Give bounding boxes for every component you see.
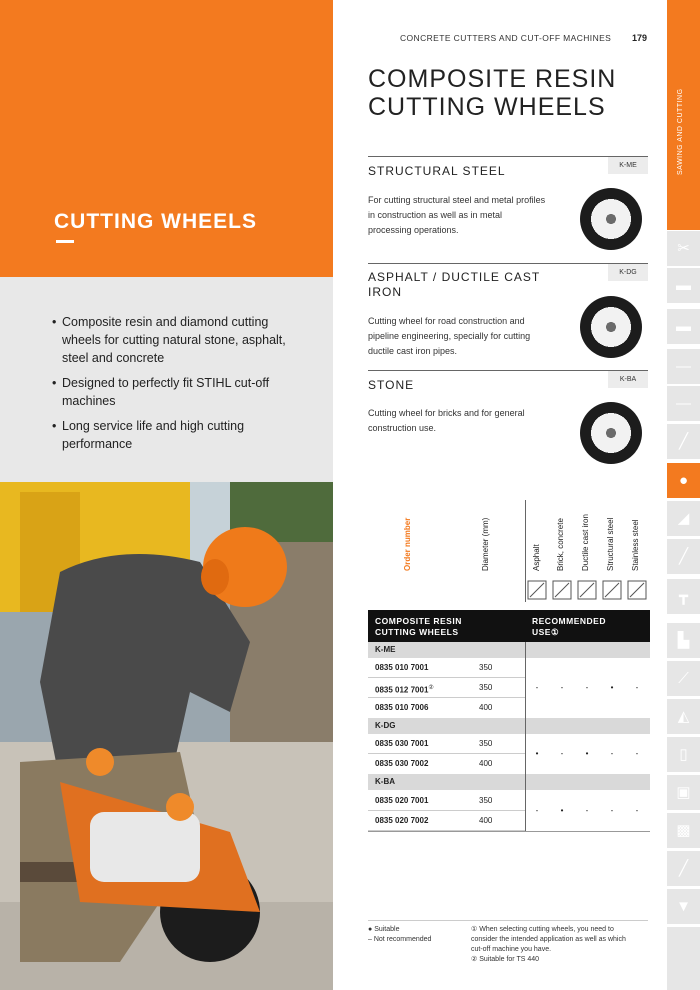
section-title-line1: ASPHALT / DUCTILE CAST bbox=[368, 270, 541, 284]
product-section-asphalt bbox=[368, 263, 648, 371]
table-row: 0835 010 7006 400 bbox=[375, 703, 493, 712]
worker-photo bbox=[0, 482, 333, 990]
brushcutter-icon[interactable]: ╱ bbox=[667, 538, 700, 574]
footnotes bbox=[471, 925, 631, 965]
table-bottom-rule bbox=[368, 831, 650, 832]
worker-photo-illustration bbox=[0, 482, 333, 990]
application-icons bbox=[525, 580, 650, 602]
use-mark: - bbox=[585, 806, 589, 815]
footer-divider bbox=[368, 920, 648, 921]
divider bbox=[368, 370, 648, 371]
footnote-2: ② Suitable for TS 440 bbox=[471, 956, 540, 963]
use-mark: - bbox=[585, 683, 589, 692]
heading-underline bbox=[56, 240, 74, 243]
section-heading: CUTTING WHEELS bbox=[54, 210, 257, 233]
legend-not-recommended: – Not recommended bbox=[368, 936, 432, 943]
cutting-wheel-image bbox=[580, 188, 642, 250]
chapter-sidebar bbox=[667, 0, 700, 990]
section-title-line2: IRON bbox=[368, 285, 402, 299]
use-mark: - bbox=[635, 806, 639, 815]
pruner-icon[interactable]: ╱ bbox=[667, 423, 700, 459]
auger-icon[interactable]: ┳ bbox=[667, 578, 700, 614]
pole-saw-icon[interactable]: — bbox=[667, 348, 700, 384]
chapter-tab[interactable] bbox=[667, 0, 700, 230]
use-mark: - bbox=[560, 749, 564, 758]
group-row: K-ME bbox=[368, 642, 650, 658]
fuel-icon[interactable]: ▩ bbox=[667, 812, 700, 848]
use-mark: - bbox=[535, 806, 539, 815]
table-row: 0835 030 7001 350 bbox=[368, 734, 525, 754]
mower-icon[interactable]: ◢ bbox=[667, 500, 700, 536]
phone-icon[interactable]: ▯ bbox=[667, 736, 700, 772]
section-title bbox=[368, 270, 540, 300]
use-mark: • bbox=[560, 806, 564, 815]
feature-panel bbox=[0, 277, 333, 482]
table-header: COMPOSITE RESIN CUTTING WHEELS RECOMMENDED USE① bbox=[368, 610, 650, 642]
use-mark: • bbox=[585, 749, 589, 758]
group-row: K-DG bbox=[368, 718, 650, 734]
product-section-stone bbox=[368, 370, 648, 470]
left-column bbox=[0, 0, 333, 990]
divider bbox=[368, 263, 648, 264]
footnote-1: ① When selecting cutting wheels, you need to consider the intended application as well as which cut-off machine you have. bbox=[471, 926, 626, 953]
sprayer-icon[interactable]: ⟋ bbox=[667, 660, 700, 696]
legend-suitable: ● Suitable bbox=[368, 926, 400, 933]
table-row: 0835 020 7002 400 bbox=[368, 811, 525, 831]
use-mark: • bbox=[610, 683, 614, 692]
hedge-trimmer-icon[interactable]: — bbox=[667, 385, 700, 421]
feature-item: • Composite resin and diamond cutting wheels for cutting natural stone, asphalt, steel and concrete bbox=[52, 313, 303, 367]
cut-off-machine-icon[interactable]: ● bbox=[667, 462, 700, 498]
chainsaw-icon[interactable]: ▬ bbox=[667, 267, 700, 303]
use-mark: - bbox=[610, 749, 614, 758]
use-mark: - bbox=[635, 683, 639, 692]
table-row: 0835 030 7002 400 bbox=[375, 759, 493, 768]
axe-icon[interactable]: ╱ bbox=[667, 850, 700, 886]
use-mark: - bbox=[535, 683, 539, 692]
page-title bbox=[368, 65, 616, 121]
section-title: STONE bbox=[368, 378, 415, 392]
table-row: 0835 012 7001② 350 bbox=[368, 678, 525, 698]
hero-banner bbox=[0, 0, 333, 277]
saw-icon[interactable]: ✂ bbox=[667, 230, 700, 266]
table-row: 0835 010 7001 350 bbox=[368, 658, 525, 678]
sidebar-filler bbox=[667, 926, 700, 990]
use-mark: - bbox=[610, 806, 614, 815]
use-mark: - bbox=[560, 683, 564, 692]
section-description: Cutting wheel for bricks and for general construction use. bbox=[368, 408, 525, 433]
harvester-icon[interactable]: ▬ bbox=[667, 308, 700, 344]
section-title: STRUCTURAL STEEL bbox=[368, 164, 506, 178]
column-divider bbox=[525, 500, 526, 602]
table-row: 0835 020 7001 350 bbox=[368, 791, 525, 811]
cutting-wheel-image bbox=[580, 402, 642, 464]
use-mark: - bbox=[635, 749, 639, 758]
running-header: CONCRETE CUTTERS AND CUT-OFF MACHINES bbox=[400, 33, 612, 43]
product-code-badge: K-DG bbox=[608, 264, 648, 281]
use-mark: • bbox=[535, 749, 539, 758]
robot-icon[interactable]: ◭ bbox=[667, 698, 700, 734]
divider bbox=[368, 156, 648, 157]
feature-list bbox=[52, 313, 303, 453]
battery-icon[interactable]: ▣ bbox=[667, 774, 700, 810]
boot-icon[interactable]: ▙ bbox=[667, 622, 700, 658]
feature-item: • Long service life and high cutting performance bbox=[52, 417, 303, 453]
group-row: K-BA bbox=[368, 774, 650, 790]
legend bbox=[368, 925, 468, 945]
product-section-structural-steel bbox=[368, 156, 648, 264]
product-code-badge: K-ME bbox=[608, 157, 648, 174]
feature-item: • Designed to perfectly fit STIHL cut-off machines bbox=[52, 374, 303, 410]
page-title-line1: COMPOSITE RESIN bbox=[368, 65, 617, 93]
page-title-line2: CUTTING WHEELS bbox=[368, 93, 606, 121]
right-column bbox=[333, 0, 667, 990]
section-description: For cutting structural steel and metal profiles in construction as well as in metal processing operations. bbox=[368, 195, 546, 235]
section-description: Cutting wheel for road construction and pipeline engineering, specially for cutting ductile cast iron pipes. bbox=[368, 316, 531, 356]
shirt-icon[interactable]: ▼ bbox=[667, 888, 700, 924]
cutting-wheel-image bbox=[580, 296, 642, 358]
chapter-label: SAWING AND CUTTING bbox=[677, 88, 684, 175]
page-number: 179 bbox=[632, 33, 648, 43]
column-divider bbox=[525, 642, 526, 832]
product-code-badge: K-BA bbox=[608, 371, 648, 388]
